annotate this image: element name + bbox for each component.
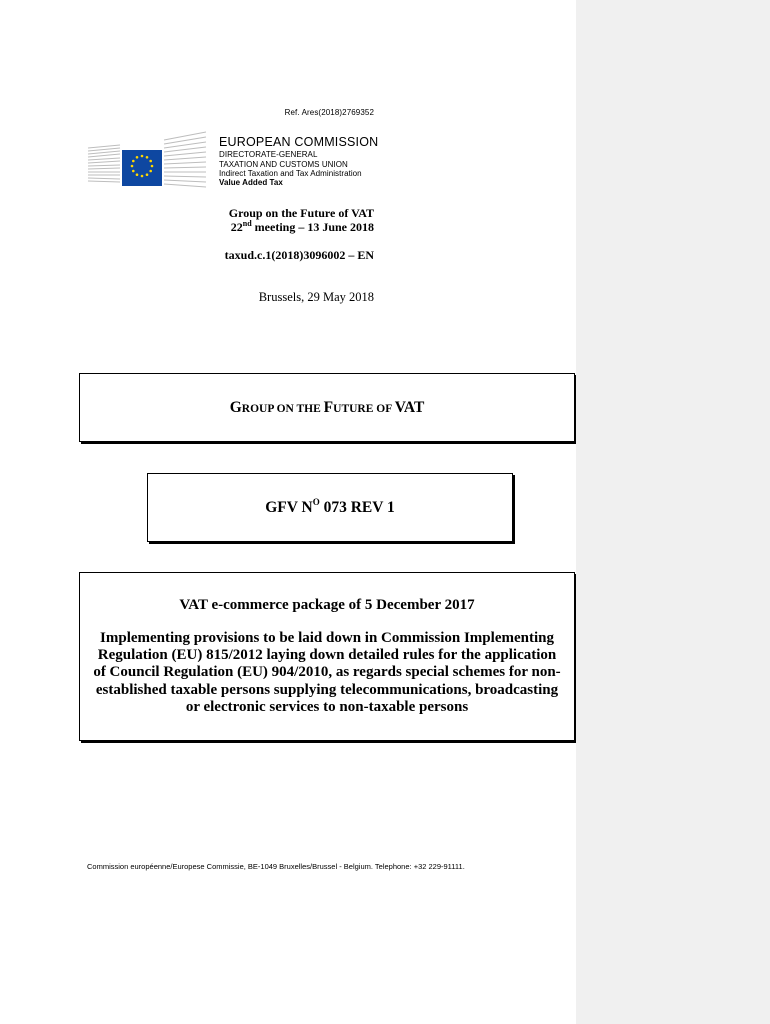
subject-description: Implementing provisions to be laid down in Commission Implementing Regulation (EU) 815/2012 laying down detailed rules for the application of Council Regulation (EU) 904/2010, as regards special schemes for non-established taxable persons supplying telecommunications, broadcasting or electronic services to non-taxable persons (93, 629, 561, 715)
document-number: GFV $N^O$ 073 REV 1 (265, 496, 395, 516)
subject-box (79, 572, 575, 741)
meeting-date: meeting – 13 June 2018 (251, 220, 374, 235)
document-number-box (147, 473, 513, 542)
directorate-line: DIRECTORATE-GENERAL (219, 150, 318, 160)
commission-header (219, 135, 378, 187)
document-reference: taxud.c.1(2018)3096002 – EN (224, 248, 374, 262)
taxation-union-line: TAXATION AND CUSTOMS UNION (219, 159, 348, 169)
subject-title: VAT e-commerce package of 5 December 2017 (179, 596, 475, 613)
document-date: Brussels, 29 May 2018 (258, 290, 374, 304)
administration-line: Indirect Taxation and Tax Administration (219, 168, 362, 178)
group-title: GROUP ON THE FUTURE OF VAT (229, 398, 425, 416)
group-title-box (79, 373, 575, 442)
meeting-block (229, 206, 374, 235)
meeting-date-line (229, 220, 374, 234)
meeting-group-title: Group on the Future of VAT (228, 206, 374, 220)
footer-address: Commission européenne/Europese Commissie, BE-1049 Bruxelles/Brussel - Belgium. Telephone: +32 229-91111. (87, 862, 465, 871)
vat-unit-line: Value Added Tax (219, 177, 283, 187)
reference-number: Ref. Ares(2018)2769352 (284, 108, 374, 117)
meeting-ordinal: nd (242, 219, 252, 229)
commission-name: EUROPEAN COMMISSION (219, 135, 379, 149)
meeting-number: 22 (230, 220, 243, 235)
comment-margin-panel (576, 0, 770, 1024)
european-commission-logo (86, 128, 210, 188)
